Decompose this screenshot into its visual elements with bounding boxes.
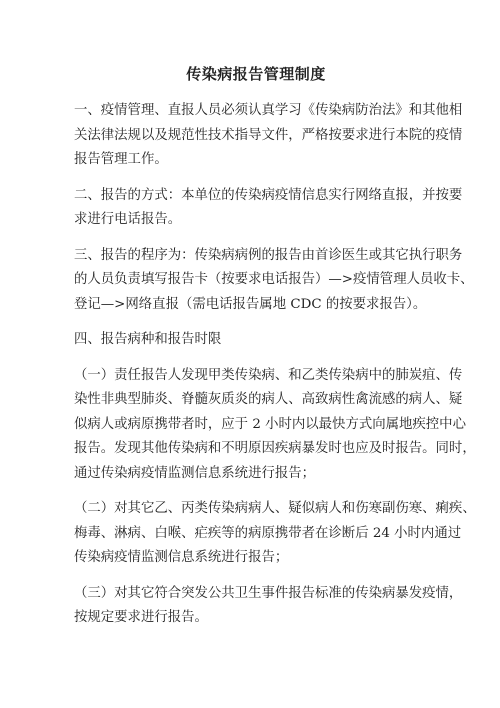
paragraph-line: （三）对其它符合突发公共卫生事件报告标准的传染病暴发疫情， [74,585,463,601]
paragraph-line: 染性非典型肺炎、脊髓灰质炎的病人、高致病性禽流感的病人、疑 [74,392,463,407]
paragraph-line: 报告管理工作。 [74,152,168,167]
paragraph-line: 登记—>网络直报（需电话报告属地 CDC 的按要求报告）。 [74,296,427,312]
paragraph-3 [74,244,474,318]
paragraph-line: 三、报告的程序为：传染病病例的报告由首诊医生或其它执行职务 [74,247,463,263]
paragraph-line: （一）责任报告人发现甲类传染病、和乙类传染病中的肺炭疽、传 [74,367,463,383]
paragraph-line: 的人员负责填写报告卡（按要求电话报告）—>疫情管理人员收卡、 [74,272,474,287]
paragraph-line: 关法律法规以及规范性技术指导文件，严格按要求进行本院的疫情 [74,127,463,143]
paragraph-5 [74,364,476,487]
paragraph-line: 报告。发现其他传染病和不明原因疾病暴发时也应及时报告。同时， [74,441,476,456]
paragraph-line: 通过传染病疫情监测信息系统进行报告； [74,465,316,481]
paragraph-4 [74,328,438,353]
paragraph-line: 按规定要求进行报告。 [74,610,208,625]
paragraph-line: 四、报告病种和报告时限 [74,332,222,347]
paragraph-2 [74,184,463,233]
paragraph-line: 二、报告的方式：本单位的传染病疫情信息实行网络直报，并按要 [74,187,463,203]
paragraph-line: （二）对其它乙、丙类传染病病人、疑似病人和伤寒副伤寒、痢疾、 [74,501,476,516]
paragraph-line: 似病人或病原携带者时，应于 2 小时内以最快方式向属地疾控中心 [74,416,466,432]
paragraph-7 [74,582,463,631]
document-title: 传染病报告管理制度 [186,65,326,83]
paragraph-6 [74,497,476,571]
paragraph-1 [74,99,463,173]
paragraph-line: 一、疫情管理、直报人员必须认真学习《传染病防治法》和其他相 [74,103,463,118]
paragraph-line: 梅毒、淋病、白喉、疟疾等的病原携带者在诊断后 24 小时内通过 [74,525,462,541]
paragraph-line: 传染病疫情监测信息系统进行报告； [74,550,289,565]
paragraph-line: 求进行电话报告。 [74,212,182,227]
